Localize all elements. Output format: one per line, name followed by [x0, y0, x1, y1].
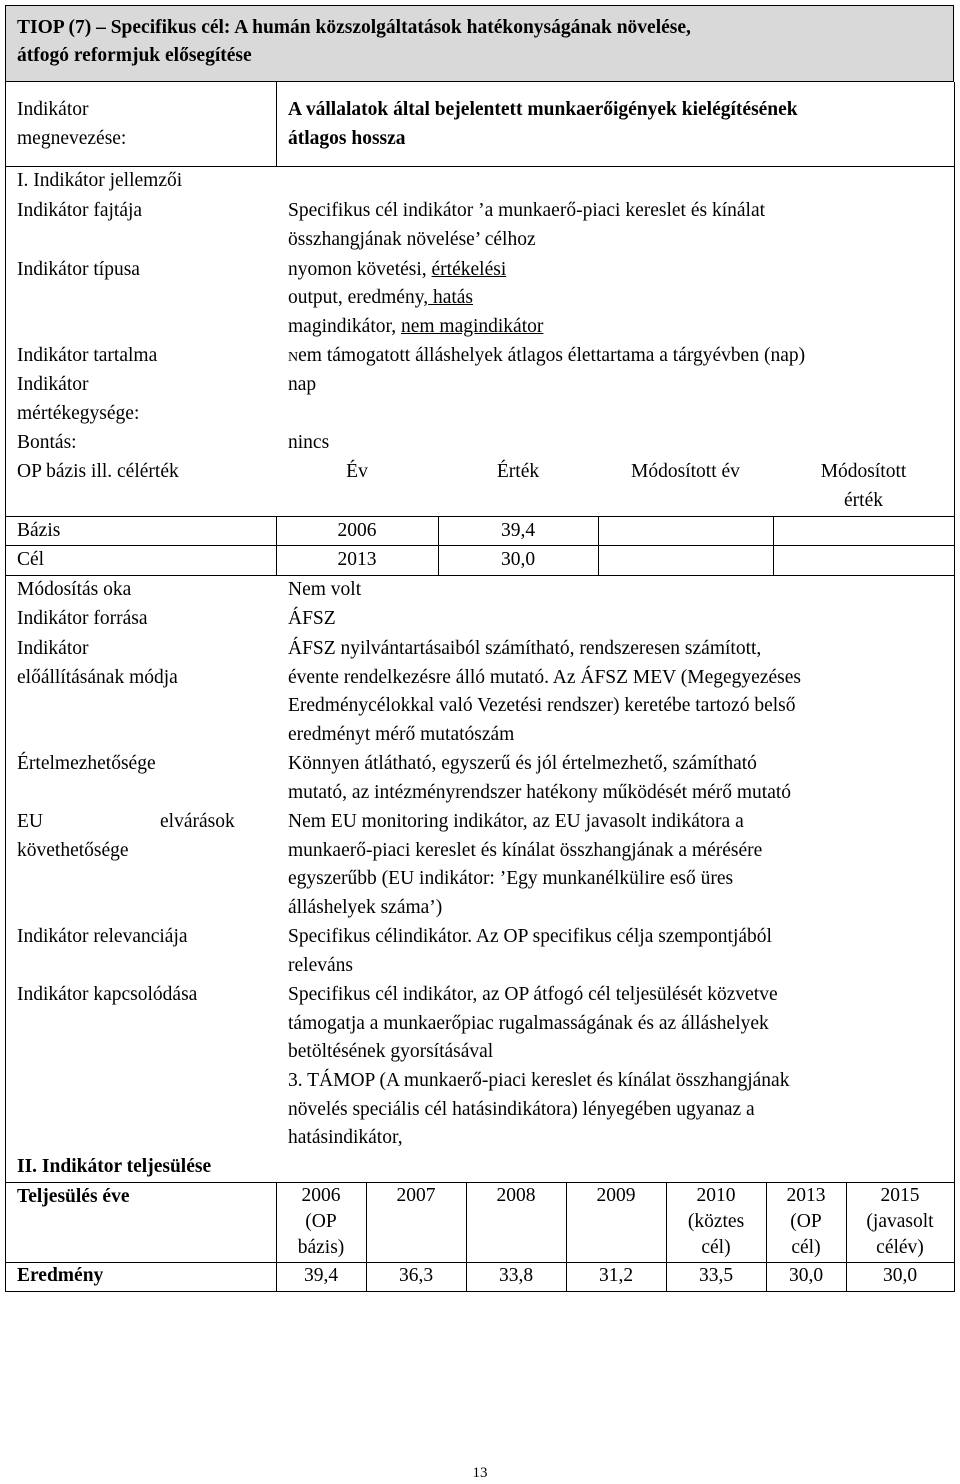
- year-cell: 2008: [496, 1185, 536, 1206]
- year-cell: 2015 (javasolt célév): [866, 1185, 934, 1258]
- modositas-label: Módosítás oka: [17, 579, 132, 600]
- year-cell: 2007: [396, 1185, 436, 1206]
- kapcsolodas-line: hatásindikátor,: [288, 1127, 403, 1148]
- title-line2: átfogó reformjuk elősegítése: [17, 45, 252, 66]
- year-cell: 2006 (OP bázis): [297, 1185, 345, 1258]
- result-cell: 30,0: [882, 1265, 918, 1286]
- relevancia-label: Indikátor relevanciája: [17, 926, 188, 947]
- modja-line: eredményt mérő mutatószám: [288, 724, 515, 745]
- target-header-mod-ertek-2: érték: [844, 490, 883, 511]
- divider-h2: [5, 1291, 955, 1292]
- indicator-name-label-2: megnevezése:: [17, 128, 127, 149]
- tipus-line2: output, eredmény, hatás: [288, 287, 474, 308]
- mertekegyseg-value: nap: [288, 374, 317, 395]
- result-cell: 33,5: [698, 1265, 734, 1286]
- target-header-label: OP bázis ill. célérték: [17, 461, 179, 482]
- year-cell: 2009: [596, 1185, 636, 1206]
- modja-line: évente rendelkezésre álló mutató. Az ÁFSZ MEV (Megegyezéses: [288, 667, 801, 688]
- section2-heading: II. Indikátor teljesülése: [17, 1156, 212, 1177]
- target-row-cel-ertek: 30,0: [500, 549, 536, 570]
- section1-heading: I. Indikátor jellemzői: [17, 170, 183, 191]
- kapcsolodas-line: támogatja a munkaerőpiac rugalmasságának és az álláshelyek: [288, 1013, 769, 1034]
- indicator-name-value-2: átlagos hossza: [288, 128, 406, 149]
- fajta-label: Indikátor fajtája: [17, 200, 143, 221]
- target-row-cel-ev: 2013: [337, 549, 377, 570]
- tartalma-value: Nem támogatott álláshelyek átlagos élettartama a tárgyévben (nap): [288, 345, 806, 366]
- eu-label-b: elvárások: [160, 811, 235, 832]
- result-cell: 31,2: [598, 1265, 634, 1286]
- result-cell: 36,3: [398, 1265, 434, 1286]
- frame-left: [5, 82, 6, 1291]
- result-cell: 33,8: [498, 1265, 534, 1286]
- kapcsolodas-line: betöltésének gyorsításával: [288, 1041, 494, 1062]
- fajta-value-2: összhangjának növelése’ célhoz: [288, 229, 536, 250]
- title-line1: TIOP (7) – Specifikus cél: A humán közszolgáltatások hatékonyságának növelése,: [17, 17, 691, 38]
- target-header-mod-ev: Módosított év: [631, 461, 740, 482]
- kapcsolodas-line: 3. TÁMOP (A munkaerő-piaci kereslet és kínálat összhangjának: [288, 1070, 790, 1091]
- relevancia-line: Specifikus célindikátor. Az OP specifikus célja szempontjából: [288, 926, 772, 947]
- target-header-mod-ertek-1: Módosított: [820, 461, 907, 482]
- result-cell: 39,4: [303, 1265, 339, 1286]
- indicator-name-label-1: Indikátor: [17, 99, 89, 120]
- target-grid-line: [5, 575, 955, 576]
- mertekegyseg-label-1: Indikátor: [17, 374, 89, 395]
- eu-line: egyszerűbb (EU indikátor: ’Egy munkanélkülire eső üres: [288, 868, 734, 889]
- result-row-label: Eredmény: [17, 1265, 104, 1286]
- relevancia-line: releváns: [288, 955, 353, 976]
- modja-label-2: előállításának módja: [17, 667, 178, 688]
- year-cell: 2010 (köztes cél): [687, 1185, 745, 1258]
- tipus-label: Indikátor típusa: [17, 259, 140, 280]
- eu-line: Nem EU monitoring indikátor, az EU javasolt indikátora a: [288, 811, 744, 832]
- page-number: 13: [472, 1465, 488, 1481]
- target-row-cel-label: Cél: [17, 549, 45, 570]
- forras-label: Indikátor forrása: [17, 608, 148, 629]
- bontas-label: Bontás:: [17, 432, 77, 453]
- frame-right: [954, 82, 955, 1291]
- divider-name: [276, 82, 277, 166]
- target-row-bazis-ertek: 39,4: [500, 520, 536, 541]
- result-cell: 30,0: [788, 1265, 824, 1286]
- target-header-ertek: Érték: [496, 461, 540, 482]
- target-grid-line: [773, 516, 774, 575]
- mertekegyseg-label-2: mértékegysége:: [17, 403, 140, 424]
- indicator-name-value-1: A vállalatok által bejelentett munkaerőigények kielégítésének: [288, 99, 798, 120]
- modja-line: Eredménycélokkal való Vezetési rendszer) keretébe tartozó belső: [288, 695, 796, 716]
- target-row-bazis-ev: 2006: [337, 520, 377, 541]
- kapcsolodas-line: Specifikus cél indikátor, az OP átfogó cél teljesülését közvetve: [288, 984, 778, 1005]
- ertelmezhetoseg-line: Könnyen átlátható, egyszerű és jól értelmezhető, számítható: [288, 753, 757, 774]
- tipus-line3: magindikátor, nem magindikátor: [288, 316, 544, 337]
- eu-label-a: EU: [17, 811, 43, 832]
- target-row-bazis-label: Bázis: [17, 520, 61, 541]
- target-header-ev: Év: [346, 461, 368, 482]
- tartalma-label: Indikátor tartalma: [17, 345, 158, 366]
- forras-value: ÁFSZ: [288, 608, 336, 629]
- modja-label-1: Indikátor: [17, 638, 89, 659]
- target-grid-line: [598, 516, 599, 575]
- year-row-label: Teljesülés éve: [17, 1186, 130, 1207]
- modja-line: ÁFSZ nyilvántartásaiból számítható, rendszeresen számított,: [288, 638, 762, 659]
- modositas-value: Nem volt: [288, 579, 362, 600]
- ertelmezhetoseg-line: mutató, az intézményrendszer hatékony működését mérő mutató: [288, 782, 792, 803]
- year-cell: 2013 (OP cél): [786, 1185, 826, 1258]
- kapcsolodas-label: Indikátor kapcsolódása: [17, 984, 198, 1005]
- tipus-line1: nyomon követési, értékelési: [288, 259, 507, 280]
- eu-label-2: követhetősége: [17, 840, 129, 861]
- bontas-value: nincs: [288, 432, 330, 453]
- eu-line: álláshelyek száma’): [288, 897, 443, 918]
- fajta-value-1: Specifikus cél indikátor ’a munkaerő-piaci kereslet és kínálat: [288, 200, 766, 221]
- eu-line: munkaerő-piaci kereslet és kínálat összhangjának a mérésére: [288, 840, 763, 861]
- ertelmezhetoseg-label: Értelmezhetősége: [17, 753, 156, 774]
- kapcsolodas-line: növelés speciális cél hatásindikátora) lényegében ugyanaz a: [288, 1099, 755, 1120]
